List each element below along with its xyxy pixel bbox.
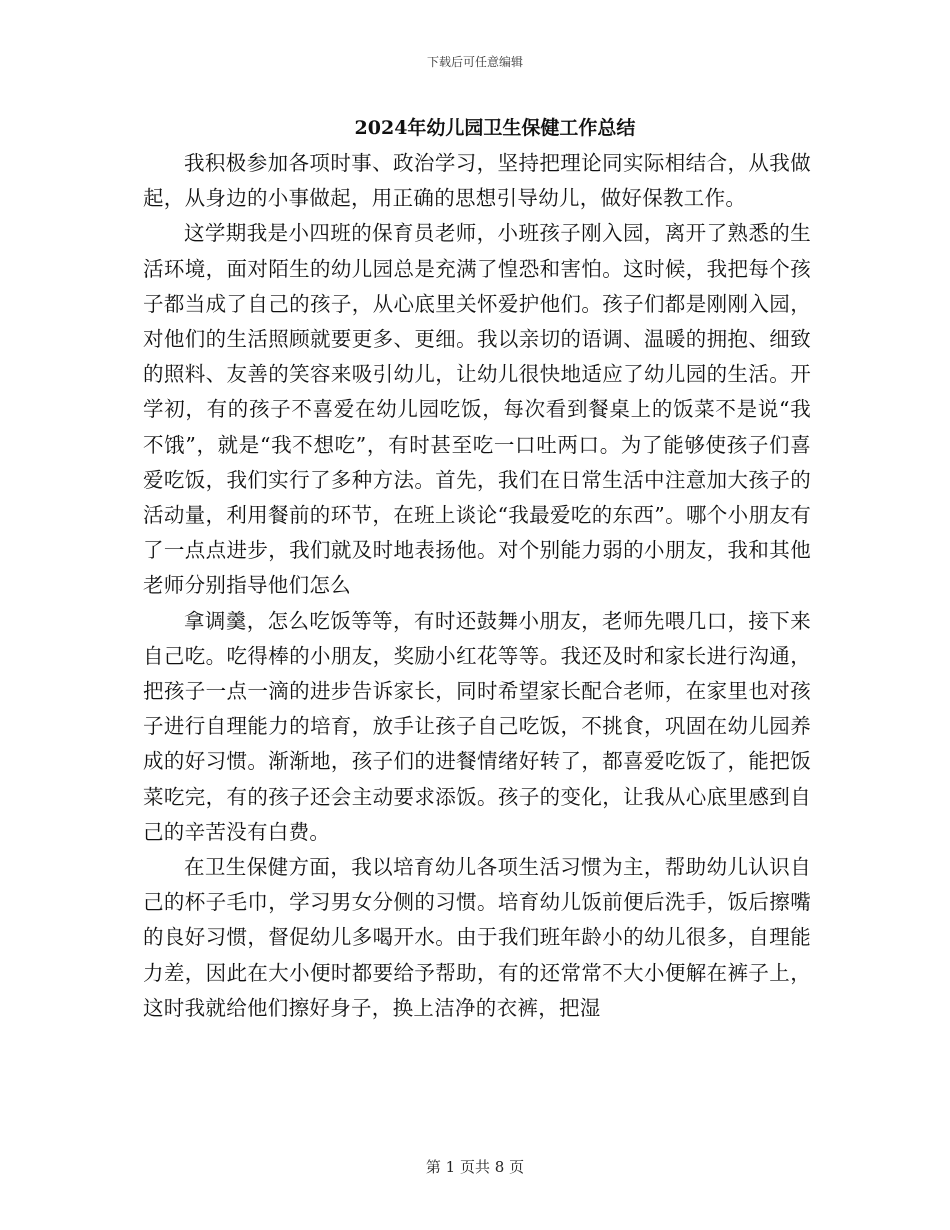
document-title: 2024年幼儿园卫生保健工作总结	[354, 117, 636, 139]
paragraph-eating-habits: 拿调羹，怎么吃饭等等，有时还鼓舞小朋友，老师先喂几口，接下来自己吃。吃得棒的小朋友，奖励小红花等等。我还及时和家长进行沟通，把孩子一点一滴的进步告诉家长，同时希望家长配合老师，在家里也对孩子进行自理能力的培育，放手让孩子自己吃饭，不挑食，巩固在幼儿园养成的好习惯。渐渐地，孩子们的进餐情绪好转了，都喜爱吃饭了，能把饭菜吃完，有的孩子还会主动要求添饭。孩子的变化，让我从心底里感到自己的辛苦没有白费。	[143, 608, 811, 844]
paragraph-hygiene: 在卫生保健方面，我以培育幼儿各项生活习惯为主，帮助幼儿认识自己的杯子毛巾，学习男女分侧的习惯。培育幼儿饭前便后洗手，饭后擦嘴的良好习惯，督促幼儿多喝开水。由于我们班年龄小的幼儿很多，自理能力差，因此在大小便时都要给予帮助，有的还常常不大小便解在裤子上，这时我就给他们擦好身子，换上洁净的衣裤，把湿	[143, 855, 811, 1020]
paragraph-intro: 我积极参加各项时事、政治学习，坚持把理论同实际相结合，从我做起，从身边的小事做起，用正确的思想引导幼儿，做好保教工作。	[143, 151, 811, 211]
page-header-note: 下载后可任意编辑	[426, 55, 523, 69]
paragraph-nursery-care: 这学期我是小四班的保育员老师，小班孩子刚入园，离开了熟悉的生活环境，面对陌生的幼儿园总是充满了惶恐和害怕。这时候，我把每个孩子都当成了自己的孩子，从心底里关怀爱护他们。孩子们都是刚刚入园，对他们的生活照顾就要更多、更细。我以亲切的语调、温暖的拥抱、细致的照料、友善的笑容来吸引幼儿，让幼儿很快地适应了幼儿园的生活。开学初，有的孩子不喜爱在幼儿园吃饭，每次看到餐桌上的饭菜不是说“我不饿”，就是“我不想吃”，有时甚至吃一口吐两口。为了能够使孩子们喜爱吃饭，我们实行了多种方法。首先，我们在日常生活中注意加大孩子的活动量，利用餐前的环节，在班上谈论“我最爱吃的东西”。哪个小朋友有了一点点进步，我们就及时地表扬他。对个别能力弱的小朋友，我和其他老师分别指导他们怎么	[143, 221, 811, 598]
page-number-footer: 第 1 页共 8 页	[425, 1158, 525, 1176]
document-body	[143, 146, 811, 1026]
